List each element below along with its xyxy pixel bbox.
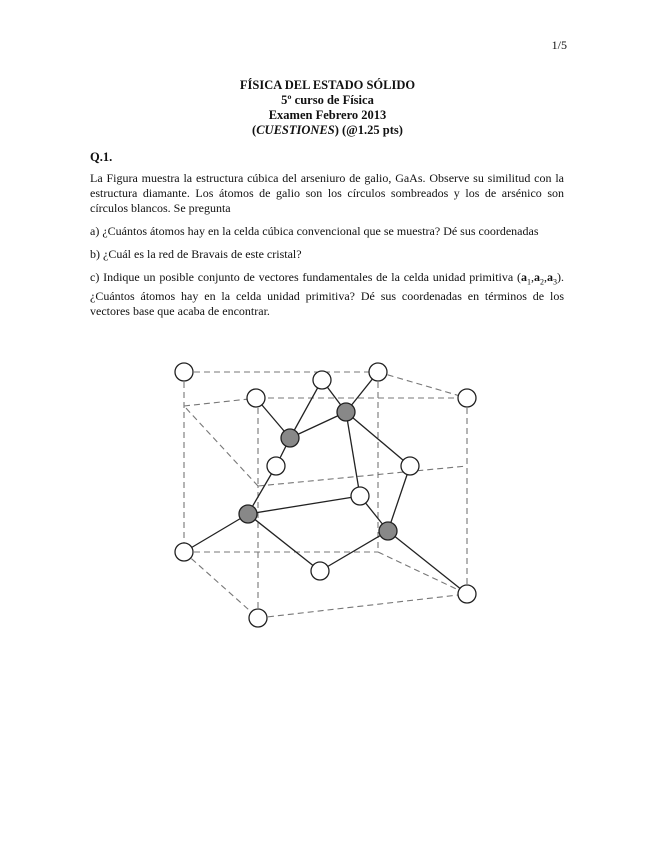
exam-date: Examen Febrero 2013 (268, 108, 387, 122)
basis-vectors (517, 270, 564, 287)
part-c-end: ¿Cuántos átomos hay en la celda unidad primitiva? Dé sus coordenadas en términos de los vectores base que acaba de encontrar. (90, 289, 564, 319)
question-block (90, 150, 564, 327)
exam-header (0, 78, 655, 138)
section-name: CUESTIONES (256, 123, 335, 137)
page-number: 1/5 (551, 38, 567, 52)
question-part-c (90, 270, 564, 319)
vec-paren-close: ). (557, 270, 564, 284)
vec-a1: a (521, 270, 527, 284)
vec-paren-open: ( (517, 270, 521, 284)
part-c-start: c) Indique un posible conjunto de vectores fundamentales de la celda unidad primitiva (90, 270, 514, 284)
question-part-b: b) ¿Cuál es la red de Bravais de este cristal? (90, 247, 302, 261)
question-label: Q.1. (90, 150, 113, 164)
vec-sep: , (531, 270, 534, 284)
question-intro: La Figura muestra la estructura cúbica del arseniuro de galio, GaAs. Observe su similitud con la estructura diamante. Los átomos de galio son los círculos sombreados y los de arsénico son círculos blancos. Se pregunta (90, 171, 564, 215)
gaas-crystal-figure (150, 346, 490, 636)
course-label: 5º curso de Física (281, 93, 374, 107)
gallium-atoms (239, 403, 397, 540)
vec-a2: a (534, 270, 540, 284)
bonds (184, 372, 467, 594)
cube-edges (184, 372, 467, 618)
vec-a1-sub: 1 (527, 277, 531, 287)
vec-a3-sub: 3 (553, 277, 557, 287)
points-label: (@1.25 pts) (342, 123, 403, 137)
exam-title: FÍSICA DEL ESTADO SÓLIDO (239, 78, 416, 92)
vec-sep: , (544, 270, 547, 284)
arsenic-atoms (175, 363, 476, 627)
vec-a2-sub: 2 (540, 277, 544, 287)
question-part-a: a) ¿Cuántos átomos hay en la celda cúbica convencional que se muestra? Dé sus coordenadas (90, 224, 539, 238)
vec-a3: a (547, 270, 553, 284)
section-label: (CUESTIONES) (@1.25 pts) (252, 123, 403, 137)
